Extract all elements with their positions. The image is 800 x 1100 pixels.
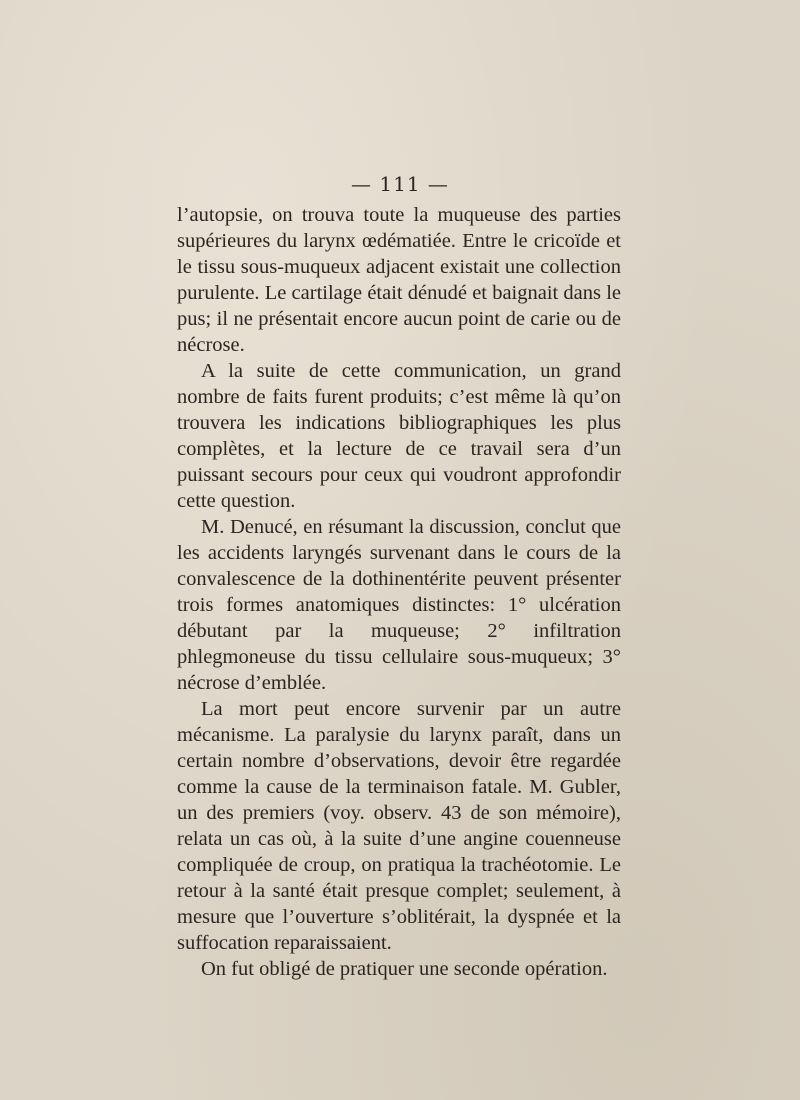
paragraph-second-operation: On fut obligé de pratiquer une seconde opération. (201, 958, 608, 980)
paragraph-denuce: M. Denucé, en résumant la discussion, conclut que les accidents laryngés survenant dans le cours de la convalescence de la dothinentérite peuvent présenter trois formes anatomiques distinctes: 1° ulcération débutant par la muqueuse; 2° infiltration phlegmoneuse du tissu cellulaire sous-muqueux; 3° nécrose d’emblée. (177, 516, 621, 694)
paragraph-communication: A la suite de cette communication, un grand nombre de faits furent produits; c’est même là qu’on trouvera les indications bibliographiques les plus complètes, et la lecture de ce travail sera d’un puissant secours pour ceux qui voudront approfondir cette question. (177, 360, 621, 512)
page-number: — 111 — (351, 172, 449, 196)
paragraph-paralysis: La mort peut encore survenir par un autre mécanisme. La paralysie du larynx paraît, dans un certain nombre d’observations, devoir être regardée comme la cause de la terminaison fatale. M. Gubler, un des premiers (voy. observ. 43 de son mémoire), relata un cas où, à la suite d’une angine couenneuse compliquée de croup, on pratiqua la trachéotomie. Le retour à la santé était presque complet; seulement, à mesure que l’ouverture s’oblitérait, la dyspnée et la suffocation reparaissaient. (177, 698, 621, 954)
body-text (177, 202, 621, 982)
paragraph-autopsy: l’autopsie, on trouva toute la muqueuse des parties supérieures du larynx œdématiée. Entre le cricoïde et le tissu sous-muqueux adjacent existait une collection purulente. Le cartilage était dénudé et baignait dans le pus; il ne présentait encore aucun point de carie ou de nécrose. (177, 204, 621, 356)
